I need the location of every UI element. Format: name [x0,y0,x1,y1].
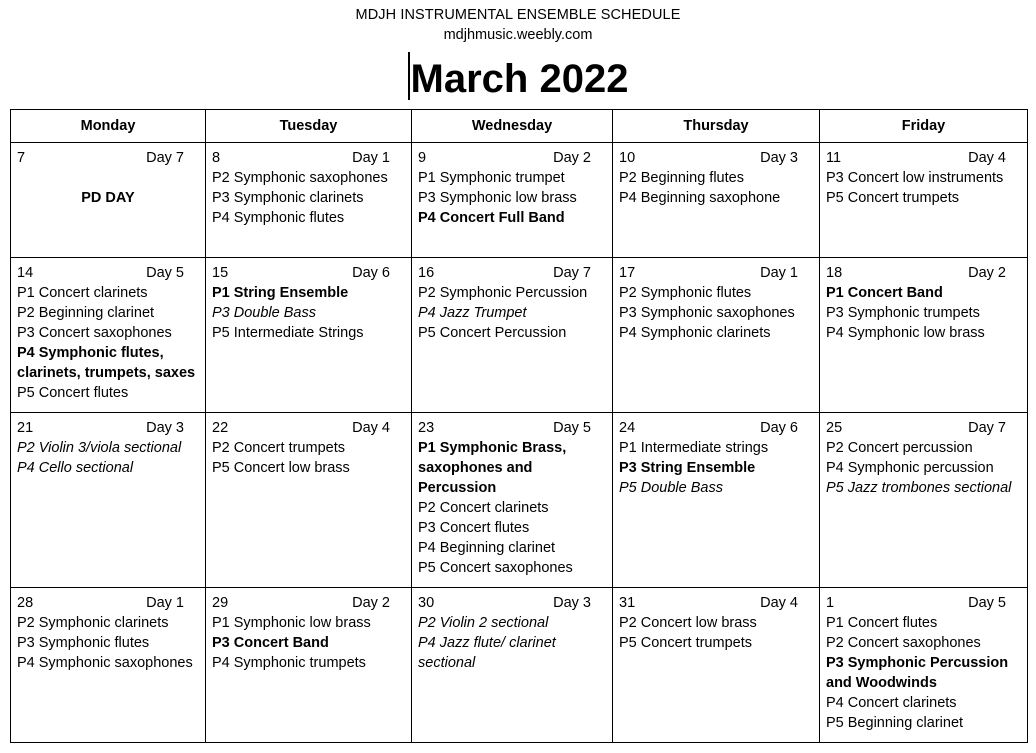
cycle-day-label: Day 3 [760,150,798,166]
day-cell [206,258,412,413]
rehearsal-entry: P4 Jazz flute/ clarinet sectional [418,635,556,671]
week-row [11,413,1028,588]
date-number: 10 [619,150,636,166]
date-number: 7 [17,150,26,166]
website-label: mdjhmusic.weebly.com [443,27,593,43]
cycle-day-label: Day 2 [553,150,591,166]
rehearsal-entry: P4 Concert Full Band [418,210,565,226]
rehearsal-entry: P5 Concert saxophones [418,560,573,576]
day-cell [613,143,820,258]
week-row [11,143,1028,258]
date-number: 21 [17,420,34,436]
rehearsal-entry: P3 Symphonic trumpets [826,305,980,321]
date-number: 28 [17,595,34,611]
rehearsal-entry: P2 Beginning flutes [619,170,744,186]
cycle-day-label: Day 1 [760,265,798,281]
cycle-day-label: Day 5 [553,420,591,436]
weekday-header-row [11,110,1028,143]
rehearsal-entry: P2 Violin 2 sectional [418,615,549,631]
weekday-header: Friday [820,110,1028,143]
rehearsal-entry: P4 Symphonic low brass [826,325,985,341]
day-cell [206,588,412,743]
date-number: 23 [418,420,435,436]
rehearsal-entry: P3 Concert Band [212,635,329,651]
day-cell [820,588,1028,743]
rehearsal-entry: P3 Symphonic clarinets [212,190,364,206]
day-cell [11,588,206,743]
rehearsal-entry: P4 Symphonic saxophones [17,655,193,671]
rehearsal-entry: P2 Concert percussion [826,440,973,456]
rehearsal-entry: P1 Concert Band [826,285,943,301]
weekday-header: Monday [11,110,206,143]
week-row [11,588,1028,743]
day-cell [206,143,412,258]
weekday-header: Wednesday [412,110,613,143]
rehearsal-entry: P3 Concert low instruments [826,170,1004,186]
rehearsal-entry: P4 Symphonic trumpets [212,655,366,671]
rehearsal-entry: P2 Symphonic clarinets [17,615,169,631]
month-title-text: March 2022 [410,57,629,101]
rehearsal-entry: P1 Symphonic trumpet [418,170,565,186]
cycle-day-label: Day 3 [553,595,591,611]
weekday-header: Tuesday [206,110,412,143]
text-cursor [408,52,410,100]
cycle-day-label: Day 1 [352,150,390,166]
schedule-heading: MDJH INSTRUMENTAL ENSEMBLE SCHEDULE [355,7,681,23]
rehearsal-entry: P1 Concert clarinets [17,285,148,301]
date-number: 29 [212,595,229,611]
rehearsal-entry: P5 Concert flutes [17,385,129,401]
rehearsal-entry: P4 Beginning saxophone [619,190,781,206]
rehearsal-entry: P1 String Ensemble [212,285,349,301]
rehearsal-entry: P2 Beginning clarinet [17,305,155,321]
day-cell [820,258,1028,413]
rehearsal-entry: P4 Beginning clarinet [418,540,556,556]
rehearsal-entry: P5 Concert trumpets [619,635,752,651]
rehearsal-entry: P2 Concert clarinets [418,500,549,516]
cycle-day-label: Day 4 [968,150,1006,166]
cycle-day-label: Day 2 [352,595,390,611]
cycle-day-label: Day 5 [146,265,184,281]
day-cell [412,143,613,258]
day-cell [613,258,820,413]
rehearsal-entry: P3 Symphonic flutes [17,635,150,651]
date-number: 31 [619,595,636,611]
cycle-day-label: Day 4 [352,420,390,436]
date-number: 25 [826,420,843,436]
rehearsal-entry: P4 Symphonic flutes, clarinets, trumpets, saxes [17,345,196,381]
cycle-day-label: Day 6 [760,420,798,436]
date-number: 17 [619,265,636,281]
cycle-day-label: Day 7 [968,420,1006,436]
rehearsal-entry: P4 Jazz Trumpet [418,305,527,321]
date-number: 11 [826,150,842,166]
day-cell [412,413,613,588]
cycle-day-label: Day 6 [352,265,390,281]
day-cell [820,413,1028,588]
date-number: 22 [212,420,229,436]
day-cell [206,413,412,588]
date-number: 8 [212,150,221,166]
cycle-day-label: Day 4 [760,595,798,611]
date-number: 1 [826,595,835,611]
cycle-day-label: Day 2 [968,265,1006,281]
date-number: 9 [418,150,427,166]
rehearsal-entry: P2 Concert trumpets [212,440,345,456]
rehearsal-entry: P1 Symphonic Brass, saxophones and Percussion [418,440,567,496]
rehearsal-entry: P5 Concert low brass [212,460,350,476]
cycle-day-label: Day 1 [146,595,184,611]
rehearsal-entry: P4 Cello sectional [17,460,134,476]
cycle-day-label: Day 7 [146,150,184,166]
day-cell [412,258,613,413]
month-title [0,52,1036,102]
rehearsal-entry: P3 Concert flutes [418,520,530,536]
rehearsal-entry: P3 Double Bass [212,305,316,321]
rehearsal-entry: P3 Symphonic low brass [418,190,577,206]
date-number: 15 [212,265,229,281]
rehearsal-entry: P1 Intermediate strings [619,440,769,456]
rehearsal-entry: P2 Symphonic flutes [619,285,752,301]
rehearsal-entry: P4 Symphonic clarinets [619,325,771,341]
rehearsal-entry: P2 Symphonic Percussion [418,285,588,301]
day-cell [613,413,820,588]
date-number: 16 [418,265,435,281]
rehearsal-entry: P3 String Ensemble [619,460,756,476]
rehearsal-entry: P3 Concert saxophones [17,325,172,341]
rehearsal-entry: P5 Intermediate Strings [212,325,364,341]
weekday-header: Thursday [613,110,820,143]
day-note: PD DAY [81,190,135,206]
cycle-day-label: Day 5 [968,595,1006,611]
cycle-day-label: Day 3 [146,420,184,436]
rehearsal-entry: P5 Double Bass [619,480,723,496]
date-number: 24 [619,420,636,436]
day-cell [11,413,206,588]
rehearsal-entry: P1 Symphonic low brass [212,615,371,631]
day-cell [820,143,1028,258]
day-cell [613,588,820,743]
rehearsal-entry: P5 Concert Percussion [418,325,567,341]
cycle-day-label: Day 7 [553,265,591,281]
rehearsal-entry: P3 Symphonic saxophones [619,305,795,321]
day-cell [11,258,206,413]
rehearsal-entry: P5 Jazz trombones sectional [826,480,1012,496]
calendar-table [10,109,1028,743]
rehearsal-entry: P4 Symphonic flutes [212,210,345,226]
rehearsal-entry: P3 Symphonic Percussion and Woodwinds [826,655,1009,691]
rehearsal-entry: P4 Concert clarinets [826,695,957,711]
rehearsal-entry: P5 Beginning clarinet [826,715,964,731]
rehearsal-entry: P5 Concert trumpets [826,190,959,206]
day-cell [412,588,613,743]
rehearsal-entry: P2 Symphonic saxophones [212,170,388,186]
day-cell [11,143,206,258]
rehearsal-entry: P1 Concert flutes [826,615,938,631]
date-number: 30 [418,595,435,611]
date-number: 14 [17,265,34,281]
rehearsal-entry: P2 Concert low brass [619,615,757,631]
week-row [11,258,1028,413]
rehearsal-entry: P2 Violin 3/viola sectional [17,440,182,456]
rehearsal-entry: P2 Concert saxophones [826,635,981,651]
date-number: 18 [826,265,843,281]
rehearsal-entry: P4 Symphonic percussion [826,460,994,476]
